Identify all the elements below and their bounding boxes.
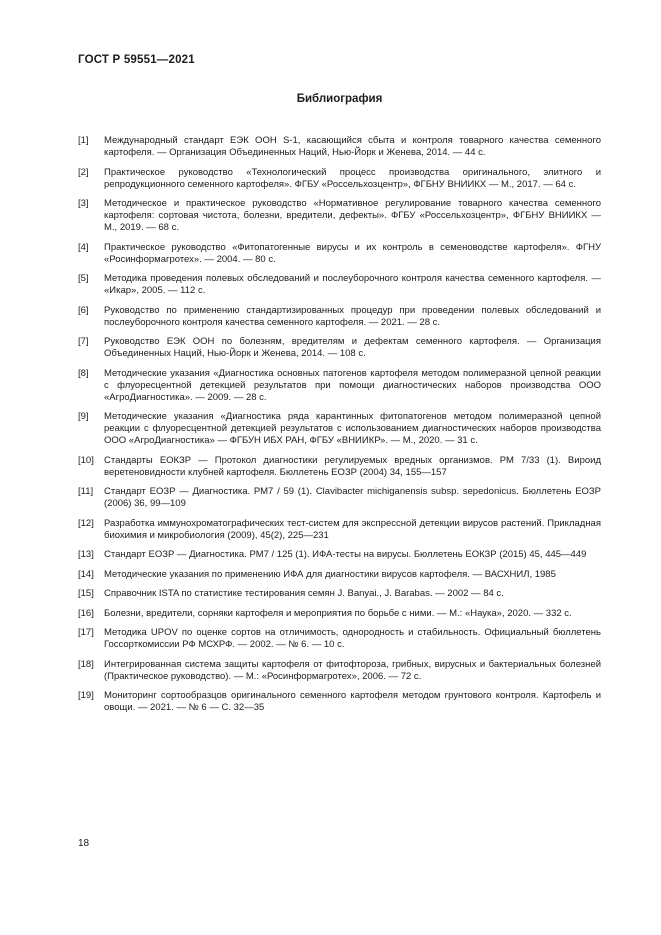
- reference-number: [19]: [78, 690, 94, 701]
- reference-number: [14]: [78, 568, 94, 580]
- bibliography-entry: [78, 690, 601, 714]
- bibliography-list: [78, 135, 601, 714]
- bibliography-entry: [78, 549, 601, 561]
- bibliography-entry: [78, 135, 601, 159]
- reference-text: Справочник ISTA по статистике тестирования семян J. Banyai., J. Barabas. — 2002 — 84 с.: [104, 588, 504, 599]
- reference-text: Разработка иммунохроматографических тест-систем для экспрессной детекции вирусов растений. Прикладная биохимия и микробиология (2009), 45(2), 225—231: [104, 517, 601, 541]
- bibliography-entry: [78, 305, 601, 329]
- reference-text: Болезни, вредители, сорняки картофеля и мероприятия по борьбе с ними. — М.: «Наука», 2020. — 332 с.: [104, 607, 572, 619]
- reference-text: Методическое и практическое руководство «Нормативное регулирование товарного качества семенного картофеля: сортовая чистота, болезни, вредители, дефекты». ФГБУ «Россельхозцентр», ФГБНУ ВНИИКХ — М., 2019. — 68 с.: [104, 198, 601, 233]
- bibliography-entry: [78, 588, 601, 600]
- reference-number: [13]: [78, 549, 94, 560]
- reference-number: [9]: [78, 411, 89, 422]
- reference-number: [11]: [78, 486, 94, 497]
- reference-number: [16]: [78, 607, 94, 619]
- reference-text: Интегрированная система защиты картофеля от фитофтороза, грибных, вирусных и бактериальных болезней (Практическое руководство). — М.: «Росинформагротех», 2006. — 72 с.: [104, 658, 601, 682]
- reference-number: [5]: [78, 273, 89, 284]
- reference-number: [1]: [78, 135, 89, 146]
- reference-text: Международный стандарт ЕЭК ООН S-1, касающийся сбыта и контроля товарного качества семенного картофеля. — Организация Объединенных Наций, Нью-Йорк и Женева, 2014. — 44 с.: [104, 135, 601, 158]
- bibliography-entry: [78, 368, 601, 404]
- reference-number: [10]: [78, 454, 94, 466]
- bibliography-entry: [78, 167, 601, 191]
- reference-text: Стандарты ЕОКЗР — Протокол диагностики регулируемых вредных организмов. РМ 7/33 (1). Вироид веретеновидности клубней картофеля. Бюллетень ЕОЗР (2004) 34, 155—157: [104, 454, 601, 478]
- reference-number: [15]: [78, 588, 94, 599]
- bibliography-entry: [78, 455, 601, 479]
- reference-text: Методика UPOV по оценке сортов на отличимость, однородность и стабильность. Официальный бюллетень Госсорткомиссии РФ МСХРФ. — 2002. — № 6. — 10 с.: [104, 627, 601, 650]
- reference-number: [17]: [78, 627, 94, 638]
- reference-number: [2]: [78, 166, 89, 178]
- reference-text: Руководство по применению стандартизированных процедур при проведении полевых обследований и послеуборочного контроля качества семенного картофеля. — 2021. — 28 с.: [104, 304, 601, 328]
- reference-text: Методические указания «Диагностика основных патогенов картофеля методом полимеразной цепной реакции с флуоресцентной детекцией результатов при помощи диагностических наборов производства ООО «АгроДиагностика». — 2009. — 28 с.: [104, 367, 601, 403]
- bibliography-entry: [78, 659, 601, 683]
- reference-number: [12]: [78, 517, 94, 529]
- bibliography-entry: [78, 198, 601, 234]
- bibliography-entry: [78, 608, 601, 620]
- bibliography-entry: [78, 242, 601, 266]
- reference-text: Методические указания по применению ИФА для диагностики вирусов картофеля. — ВАСХНИЛ, 1985: [104, 568, 556, 580]
- reference-number: [3]: [78, 198, 89, 209]
- page-number: 18: [78, 838, 90, 849]
- reference-text: Стандарт ЕОЗР — Диагностика. РМ7 / 125 (1). ИФА-тесты на вирусы. Бюллетень ЕОКЗР (2015) 45, 445—449: [104, 549, 587, 560]
- reference-text: Практическое руководство «Фитопатогенные вирусы и их контроль в семеноводстве картофеля». ФГНУ «Росинформагротех». — 2004. — 80 с.: [104, 241, 601, 265]
- reference-number: [6]: [78, 304, 89, 316]
- reference-text: Стандарт ЕОЗР — Диагностика. РМ7 / 59 (1). Clavibacter michiganensis subsp. sepedonicus. Бюллетень ЕОЗР (2006) 36, 99—109: [104, 486, 601, 509]
- bibliography-entry: [78, 518, 601, 542]
- bibliography-entry: [78, 627, 601, 651]
- bibliography-entry: [78, 336, 601, 360]
- bibliography-entry: [78, 411, 601, 447]
- reference-number: [8]: [78, 367, 89, 379]
- bibliography-entry: [78, 486, 601, 510]
- bibliography-entry: [78, 569, 601, 581]
- page-content: [78, 54, 601, 722]
- section-title: Библиография: [296, 93, 383, 105]
- reference-number: [4]: [78, 241, 89, 253]
- standard-code-header: ГОСТ Р 59551—2021: [78, 54, 195, 66]
- reference-number: [7]: [78, 336, 89, 347]
- reference-number: [18]: [78, 658, 94, 670]
- bibliography-entry: [78, 273, 601, 297]
- reference-text: Методика проведения полевых обследований и послеуборочного контроля качества семенного картофеля. — «Икар», 2005. — 112 с.: [104, 273, 601, 296]
- reference-text: Методические указания «Диагностика ряда карантинных фитопатогенов методом полимеразной цепной реакции с флуоресцентной детекцией результатов с использованием диагностических наборов производства ООО «АгроДиагностика» — ФГБУН ИБХ РАН, ФГБУ «ВНИИКР». — М., 2020. — 31 с.: [104, 411, 601, 446]
- reference-text: Руководство ЕЭК ООН по болезням, вредителям и дефектам семенного картофеля. — Организация Объединенных Наций, Нью-Йорк и Женева, 2014. — 108 с.: [104, 336, 601, 359]
- reference-text: Мониторинг сортообразцов оригинального семенного картофеля методом грунтового контроля. Картофель и овощи. — 2021. — № 6 — С. 32—35: [104, 690, 601, 713]
- reference-text: Практическое руководство «Технологический процесс производства оригинального, элитного и репродукционного семенного картофеля». ФГБУ «Россельхозцентр», ФГБНУ ВНИИКХ — М., 2017. — 64 с.: [104, 166, 601, 190]
